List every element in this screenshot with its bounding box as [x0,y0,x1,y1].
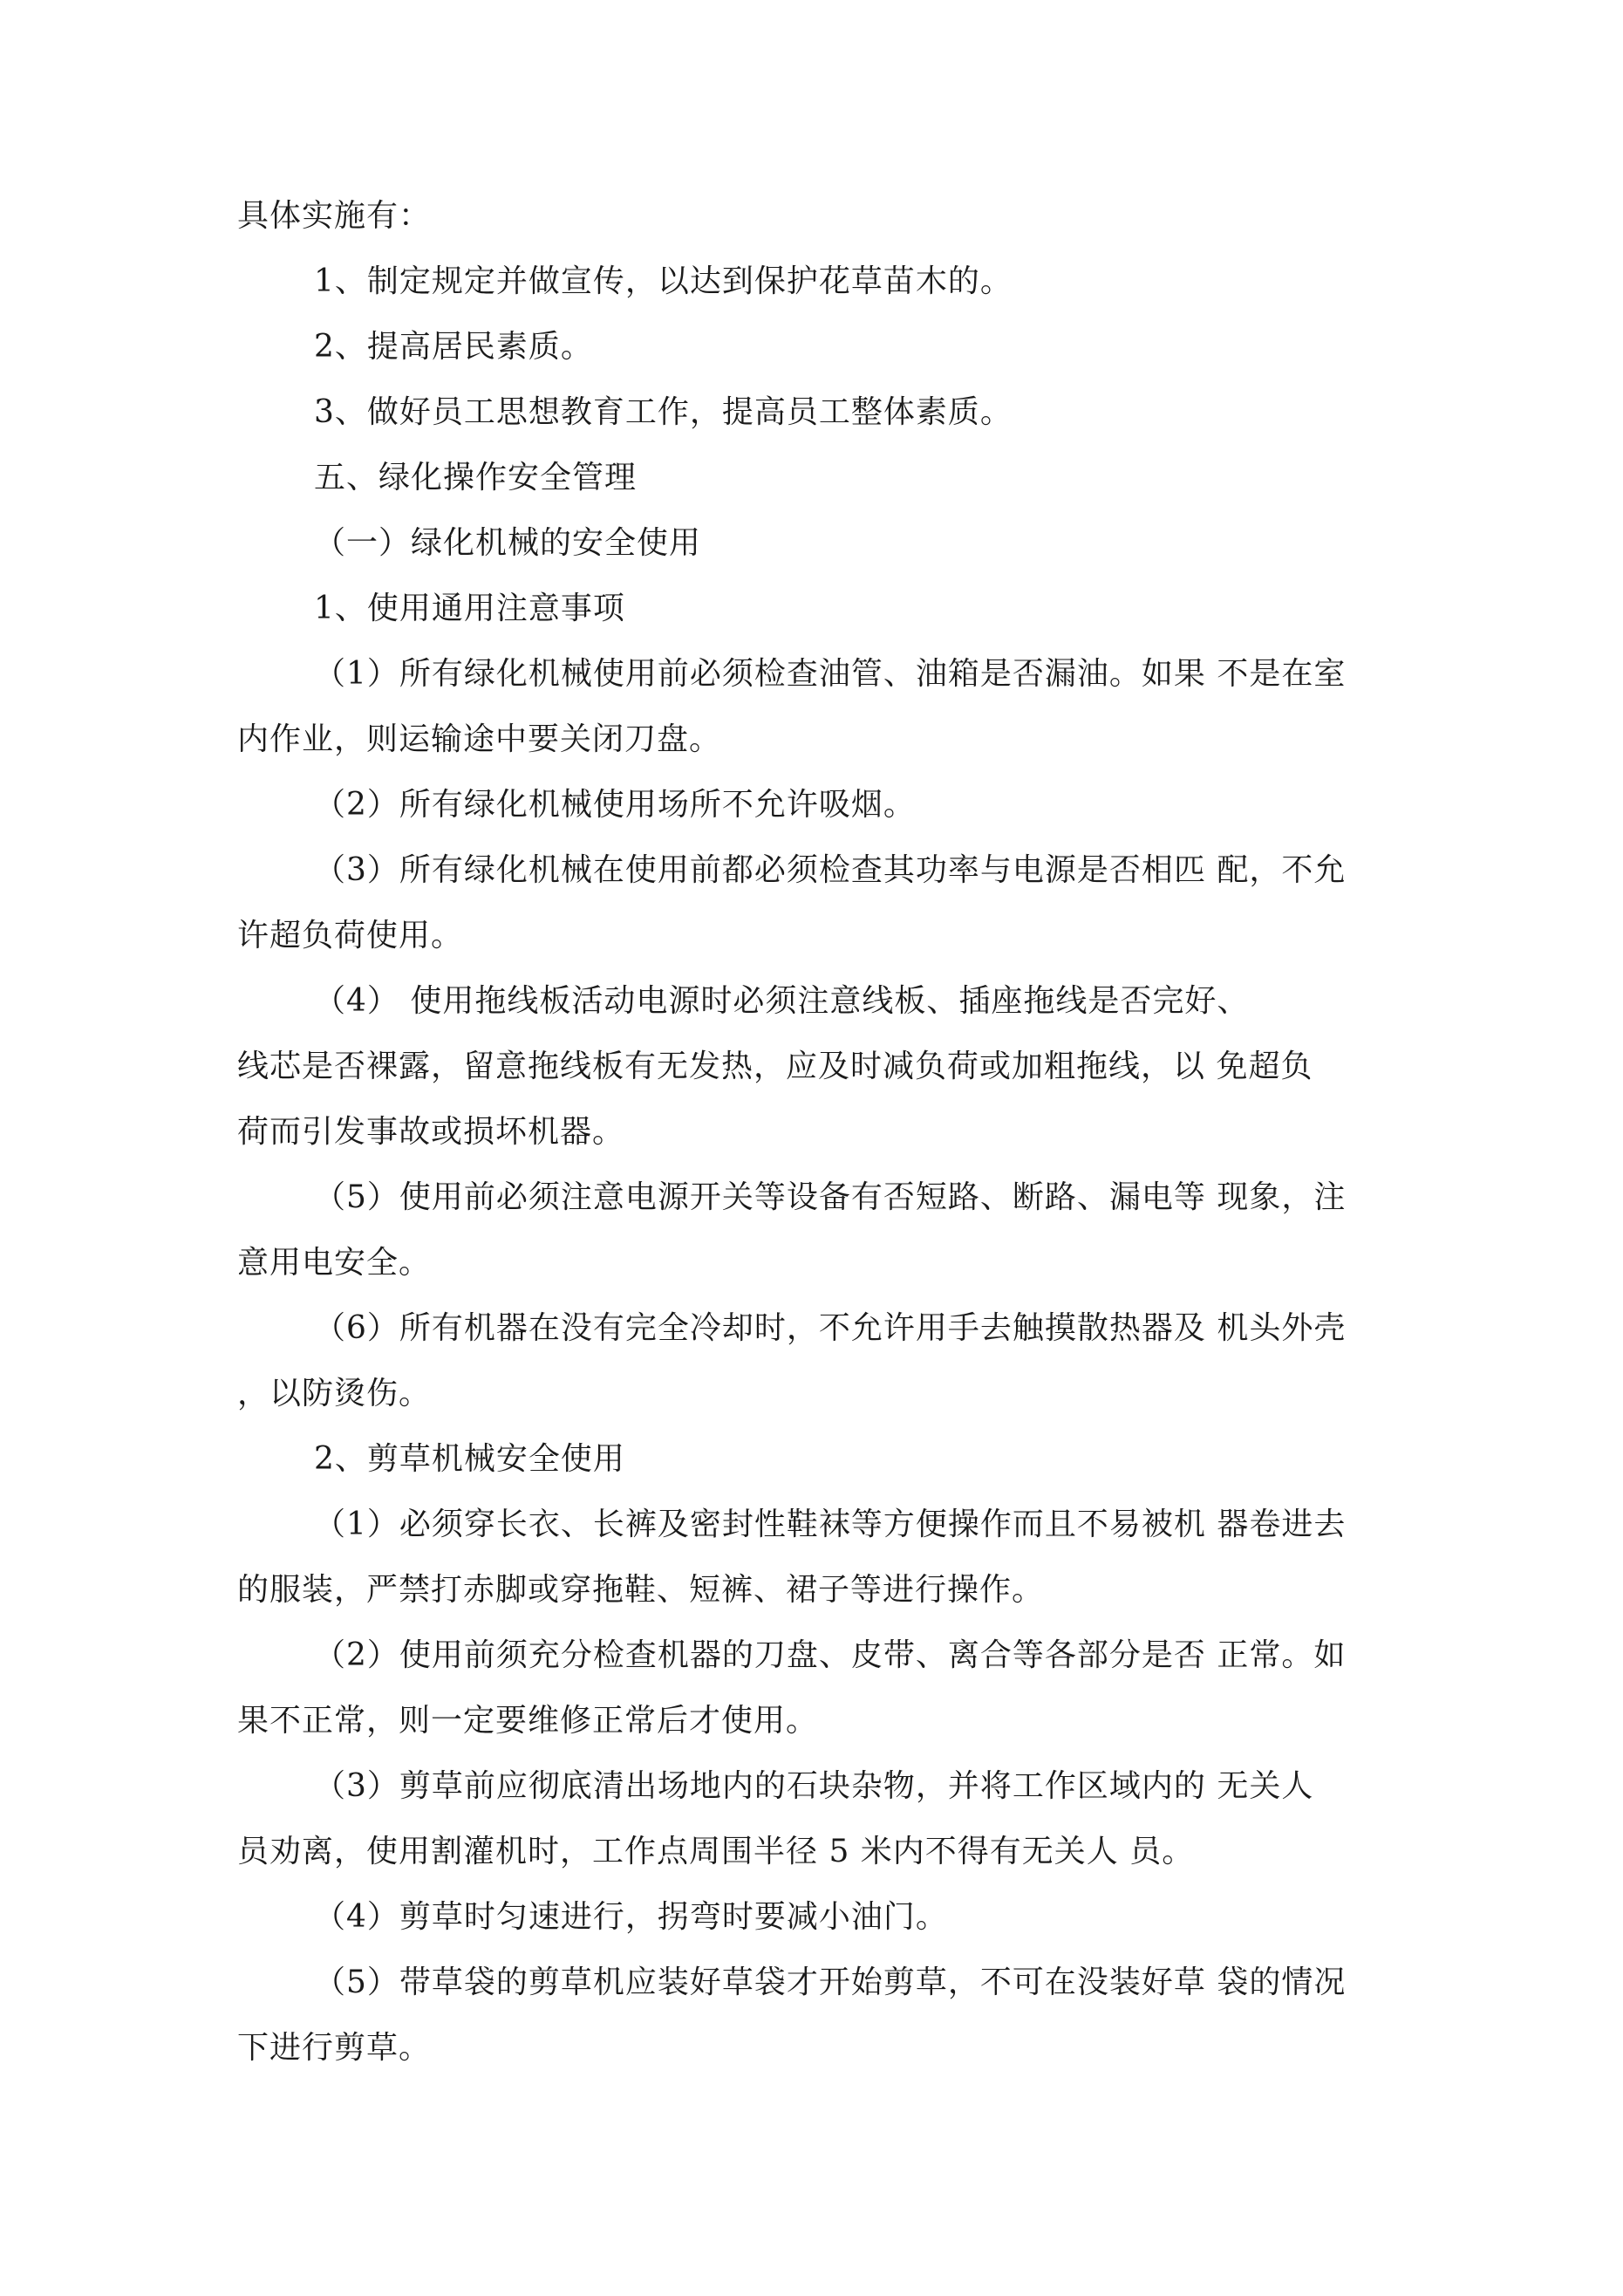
paragraph-line: （6）所有机器在没有完全冷却时，不允许用手去触摸散热器及 机头外壳 [314,1310,1347,1346]
paragraph-line: 的服装，严禁打赤脚或穿拖鞋、短裤、裙子等进行操作。 [237,1572,1045,1608]
paragraph-line: 员劝离，使用割灌机时，工作点周围半径 5 米内不得有无关人 员。 [237,1834,1195,1869]
paragraph-line: 线芯是否裸露，留意拖线板有无发热，应及时减负荷或加粗拖线，以 免超负 [237,1049,1313,1084]
paragraph-line: 具体实施有： [237,198,432,234]
paragraph-line: 1、制定规定并做宣传，以达到保护花草苗木的。 [314,263,1013,299]
paragraph-line: 果不正常，则一定要维修正常后才使用。 [237,1703,819,1739]
paragraph-line: 2、提高居民素质。 [314,329,593,365]
paragraph-line: （4） 使用拖线板活动电源时必须注意线板、插座拖线是否完好、 [314,983,1250,1019]
paragraph-line: （3）剪草前应彻底清出场地内的石块杂物，并将工作区域内的 无关人 [314,1768,1314,1804]
paragraph-line: 五、绿化操作安全管理 [314,460,638,495]
paragraph-line: 荷而引发事故或损坏机器。 [237,1114,625,1150]
paragraph-line: （5）带草袋的剪草机应装好草袋才开始剪草，不可在没装好草 袋的情况 [314,1965,1347,2000]
document-body [237,183,1397,2081]
paragraph-line: （5）使用前必须注意电源开关等设备有否短路、断路、漏电等 现象，注 [314,1179,1347,1215]
paragraph-line: （2）所有绿化机械使用场所不允许吸烟。 [314,787,916,823]
paragraph-line: （2）使用前须充分检查机器的刀盘、皮带、离合等各部分是否 正常。如 [314,1637,1347,1673]
paragraph-line: （一）绿化机械的安全使用 [314,525,702,561]
paragraph-line: 许超负荷使用。 [237,918,464,953]
paragraph-line: 2、剪草机械安全使用 [314,1441,625,1477]
paragraph-line: 3、做好员工思想教育工作，提高员工整体素质。 [314,394,1013,430]
paragraph-line: 内作业，则运输途中要关闭刀盘。 [237,721,722,757]
paragraph-line: 意用电安全。 [237,1245,432,1281]
paragraph-line: （3）所有绿化机械在使用前都必须检查其功率与电源是否相匹 配，不允 [314,852,1347,888]
paragraph-line: 1、使用通用注意事项 [314,591,625,626]
paragraph-line: （4）剪草时匀速进行，拐弯时要减小油门。 [314,1899,948,1935]
paragraph-line: 下进行剪草。 [237,2030,432,2066]
paragraph-line: ，以防烫伤。 [237,1376,432,1411]
paragraph-line: （1）所有绿化机械使用前必须检查油管、油箱是否漏油。如果 不是在室 [314,656,1347,692]
paragraph-line: （1）必须穿长衣、长裤及密封性鞋袜等方便操作而且不易被机 器卷进去 [314,1507,1347,1542]
